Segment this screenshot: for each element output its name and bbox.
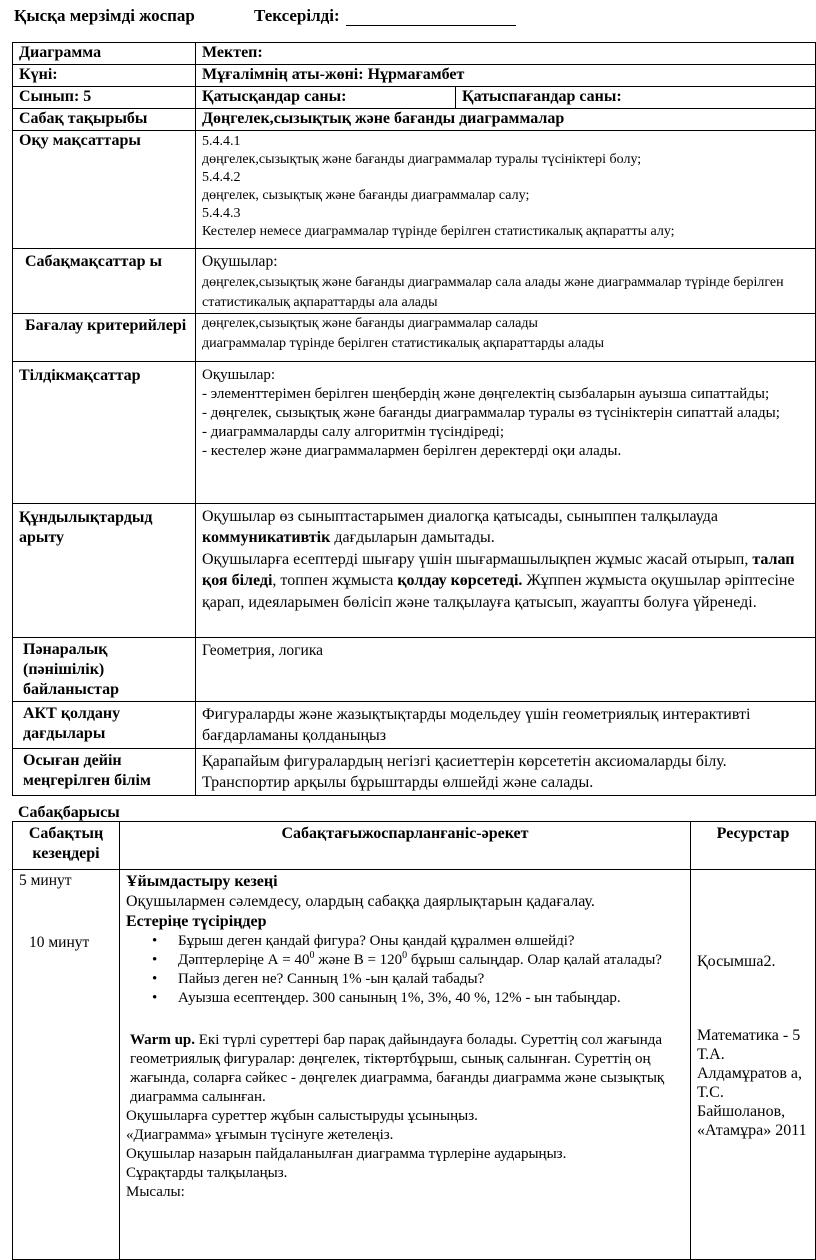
class-label: Сынып: 5 (13, 87, 196, 109)
diagram-label: Диаграмма (13, 43, 196, 65)
col-resources: Ресурстар (691, 822, 816, 870)
warmup-paragraph (126, 1031, 684, 1107)
degree-sup: 0 (309, 950, 315, 961)
lesson-plan-table (12, 821, 816, 1260)
teacher-label: Мұғалімнің аты-жөні: Нұрмағамбет (196, 65, 816, 87)
objectives-cell (196, 131, 816, 249)
checked-by (254, 6, 516, 26)
interdisc-label: Пәнаралық (пәнішілік) байланыстар (13, 637, 196, 701)
stage-cell (13, 870, 120, 1260)
topic-label: Сабақ тақырыбы (13, 109, 196, 131)
objective-code: 5.4.4.3 (202, 206, 241, 221)
values-text: Жұппен жұмыста оқушылар әріптесіне қарап, идеяларымен бөлісіп және талқылауға қатысып, жауапты болуға үйренеді. (202, 572, 795, 611)
objective-code: 5.4.4.2 (202, 170, 241, 185)
topic-value: Дөңгелек,сызықтық және бағанды диаграммалар (196, 109, 816, 131)
language-item: - элементтерімен берілген шеңбердің және дөңгелектің сызбаларын ауызша сипаттайды; (202, 385, 770, 402)
page-header (14, 6, 340, 26)
ict-value: Фигураларды және жазықтықтарды модельдеу үшін геометриялық интерактивті бағдарламаны қолданыңыз (196, 701, 816, 748)
objectives-label: Оқу мақсаттары (13, 131, 196, 249)
warmup-block (126, 1031, 684, 1202)
criterion: диаграммалар түрінде берілген статистикалық ақпараттарды алады (202, 335, 605, 351)
absent-label: Қатыспағандар саны: (456, 87, 816, 109)
plan-title: Қысқа мерзімді жоспар (14, 6, 195, 25)
prior-label: Осыған дейін меңгерілген білім (13, 748, 196, 795)
language-item: - кестелер және диаграммалармен берілген деректерді оқи алады. (202, 442, 622, 459)
values-emphasis: қолдау көрсетеді. (397, 572, 523, 589)
values-emphasis: талап қоя біледі (202, 550, 795, 589)
col-stage: Сабақтың кезеңдері (13, 822, 120, 870)
values-paragraph-2 (202, 549, 809, 614)
stage-time: 10 минут (29, 934, 90, 951)
values-text: Оқушыларға есептерді шығару үшін шығармашылықпен жұмыс жасай отырып, (202, 550, 753, 568)
item-text: бұрыш салыңдар. Олар қалай аталады? (407, 952, 662, 968)
language-item: - дөңгелек, сызықтық және бағанды диаграммалар туралы өз түсініктерін сипаттай алады; (202, 404, 780, 421)
org-title: Ұйымдастыру кезеңі (126, 873, 278, 890)
recall-title: Естеріңе түсіріңдер (126, 913, 267, 930)
criteria-label: Бағалау критерийлері (13, 313, 196, 361)
language-item: - диаграммаларды салу алгоритмін түсіндіреді; (202, 423, 505, 440)
values-text: Оқушылар өз сыныптастарымен диалогқа қатысады, сыныппен талқылауда (202, 507, 719, 525)
warmup-title: Warm up. (130, 1032, 196, 1048)
values-emphasis: коммуникативтік (202, 529, 331, 546)
warmup-line: «Диаграмма» ұғымын түсінуге жетелеңіз. (126, 1127, 394, 1143)
objective-code: 5.4.4.1 (202, 134, 241, 149)
objective-text: дөңгелек, сызықтық және бағанды диаграммалар салу; (202, 188, 530, 203)
warmup-line: Сұрақтарды талқылаңыз. (126, 1165, 288, 1181)
degree-sup: 0 (402, 950, 408, 961)
checked-label: Тексерілді: (254, 6, 340, 25)
org-text: Оқушылармен сәлемдесу, олардың сабаққа даярлықтарын қадағалау. (126, 893, 595, 910)
language-item: Оқушылар: (202, 366, 276, 383)
criterion: дөңгелек,сызықтық және бағанды диаграммалар салады (202, 315, 538, 331)
warmup-line: Оқушыларға суреттер жұбын салыстыруды ұсыныңыз. (126, 1108, 478, 1124)
ict-label: АКТ қолдану дағдылары (13, 701, 196, 748)
present-label: Қатысқандар саны: (196, 87, 456, 109)
col-activity: Сабақтағыжоспарланғаніс-әрекет (120, 822, 691, 870)
language-cell (196, 361, 816, 503)
objective-text: дөңгелек,сызықтық және бағанды диаграммалар туралы түсініктері болу; (202, 152, 642, 167)
interdisc-value: Геометрия, логика (196, 637, 816, 701)
goals-intro: Оқушылар: (202, 253, 278, 270)
school-label: Мектеп: (196, 43, 816, 65)
section-title: Сабақбарысы (18, 804, 120, 821)
stage-time: 5 минут (19, 872, 72, 889)
values-label: Құндылықтардыд арыту (13, 503, 196, 637)
objective-text: Кестелер немесе диаграммалар түрінде берілген статистикалық ақпаратты алу; (202, 224, 675, 239)
values-text: дағдыларын дамытады. (330, 529, 495, 546)
resources-cell (691, 870, 816, 1260)
prior-value: Қарапайым фигуралардың негізгі қасиеттерін көрсететін аксиомаларды білу. Транспортир арқылы бұрыштарды өлшейді және салады. (196, 748, 816, 795)
list-item (158, 951, 684, 970)
list-item: • Бұрыш деген қандай фигура? Оны қандай құралмен өлшейді? (158, 932, 684, 951)
criteria-cell (196, 313, 816, 361)
signature-line (346, 9, 516, 26)
lesson-goals-cell (196, 249, 816, 314)
resource-item: Математика - 5 Т.А. Алдамұратов а, Т.С. Байшоланов, «Атамұра» 2011 (697, 1027, 807, 1139)
values-cell (196, 503, 816, 637)
values-text: , топпен жұмыста (272, 572, 398, 589)
item-text: Дәптерлеріңе А = 40 (178, 952, 310, 968)
recall-list (126, 932, 684, 1008)
warmup-line: Оқушылар назарын пайдаланылған диаграмма түрлеріне аударыңыз. (126, 1146, 567, 1162)
date-label: Күні: (13, 65, 196, 87)
list-item: • Ауызша есептеңдер. 300 санының 1%, 3%, 40 %, 12% - ын табыңдар. (158, 989, 684, 1008)
item-text: және В = 120 (314, 952, 403, 968)
resource-item: Қосымша2. (697, 953, 776, 970)
list-item: • Пайыз деген не? Санның 1% -ын қалай табады? (158, 970, 684, 989)
warmup-text: Екі түрлі суреттері бар парақ дайындауға болады. Суреттің сол жағында геометриялық фигуралар: дөңгелек, тіктөртбұрыш, сынық салынған. Суреттің оң жағында, соларға сәйкес - дөңгелек диаграмма, бағанды диаграмма және сызықтық диаграмма салынған. (130, 1032, 665, 1105)
goals-text: дөңгелек,сызықтық және бағанды диаграммалар сала алады және диаграммалар түрінде берілген статистикалық ақпараттарды ала алады (202, 274, 784, 310)
lesson-info-table (12, 42, 816, 796)
values-paragraph-1 (202, 506, 809, 549)
language-label: Тілдікмақсаттар (13, 361, 196, 503)
warmup-line: Мысалы: (126, 1184, 185, 1200)
activity-cell (120, 870, 691, 1260)
lesson-goals-label: Сабақмақсаттар ы (13, 249, 196, 314)
